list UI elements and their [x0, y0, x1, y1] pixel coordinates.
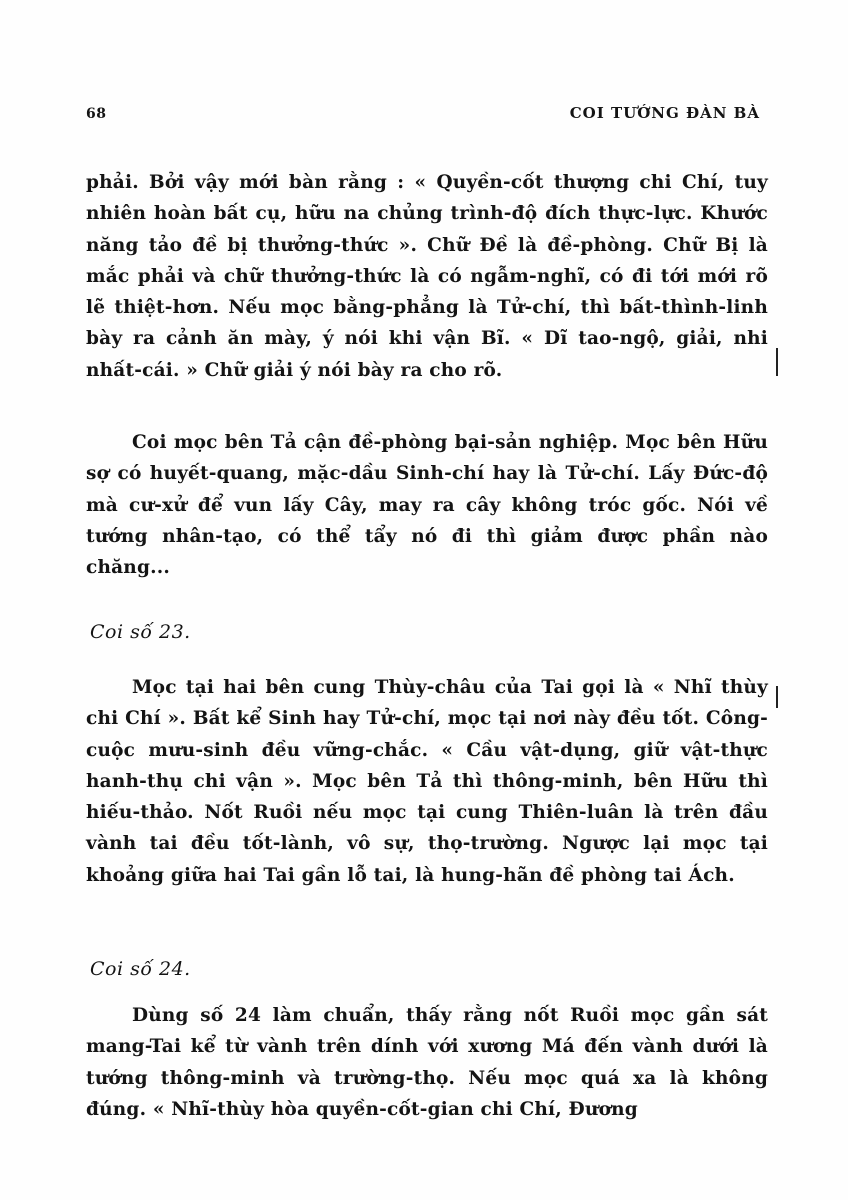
- paragraph-block-4: [86, 1000, 768, 1125]
- section-heading-23: Coi số 23.: [90, 621, 191, 643]
- running-title: COI TƯỚNG ĐÀN BÀ: [569, 104, 760, 122]
- paragraph-continuation: phải. Bởi vậy mới bàn rằng : « Quyền-cốt thượng chi Chí, tuy nhiên hoàn bất cụ, hữu na chủng trình-độ đích thực-lực. Khước năng tảo đề bị thưởng-thức ». Chữ Đề là đề-phòng. Chữ Bị là mắc phải và chữ thưởng-thức là có ngẫm-nghĩ, có đi tới mới rõ lẽ thiệt-hơn. Nếu mọc bằng-phẳng là Tử-chí, thì bất-thình-linh bày ra cảnh ăn mày, ý nói khi vận Bĩ. « Dĩ tao-ngộ, giải, nhi nhất-cái. » Chữ giải ý nói bày ra cho rõ.: [86, 172, 768, 381]
- scan-margin-mark: [776, 686, 778, 708]
- scan-margin-mark: [776, 348, 778, 376]
- paragraph-block-2: [86, 427, 768, 583]
- paragraph-number-24: Dùng số 24 làm chuẩn, thấy rằng nốt Ruồi mọc gần sát mang-Tai kể từ vành trên dính với xương Má đến vành dưới là tướng thông-minh và trường-thọ. Nếu mọc quá xa là không đúng. « Nhĩ-thùy hòa quyền-cốt-gian chi Chí, Đương: [86, 1005, 768, 1120]
- paragraph-block-3: [86, 672, 768, 891]
- paragraph-left-right-moles: Coi mọc bên Tả cận đề-phòng bại-sản nghiệp. Mọc bên Hữu sợ có huyết-quang, mặc-dầu Sinh-chí hay là Tử-chí. Lấy Đức-độ mà cư-xử để vun lấy Cây, may ra cây không tróc gốc. Nói về tướng nhân-tạo, có thể tẩy nó đi thì giảm được phần nào chăng...: [86, 432, 768, 579]
- paragraph-block-1: [86, 167, 768, 386]
- page-number: 68: [86, 106, 107, 122]
- section-heading-24: Coi số 24.: [90, 958, 191, 980]
- paragraph-ear-lobe-moles: Mọc tại hai bên cung Thùy-châu của Tai gọi là « Nhĩ thùy chi Chí ». Bất kể Sinh hay Tử-chí, mọc tại nơi này đều tốt. Công-cuộc mưu-sinh đều vững-chắc. « Cầu vật-dụng, giữ vật-thực hanh-thụ chi vận ». Mọc bên Tả thì thông-minh, bên Hữu thì hiếu-thảo. Nốt Ruồi nếu mọc tại cung Thiên-luân là trên đầu vành tai đều tốt-lành, vô sự, thọ-trường. Ngược lại mọc tại khoảng giữa hai Tai gần lỗ tai, là hung-hãn đề phòng tai Ách.: [86, 677, 768, 886]
- running-header: [86, 104, 760, 126]
